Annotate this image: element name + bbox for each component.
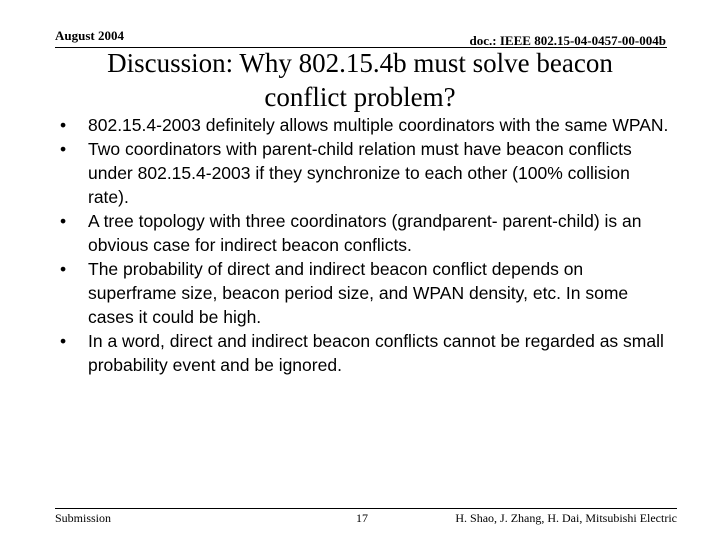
bullet-dot-icon: • [60,139,67,159]
slide-title [70,46,650,114]
bullet-dot-icon: • [60,259,67,279]
bullet-item [50,257,670,329]
header-doc-id: doc.: IEEE 802.15-04-0457-00-004b [469,33,666,48]
footer-authors: H. Shao, J. Zhang, H. Dai, Mitsubishi Electric [455,511,677,525]
bullet-dot-icon: • [60,211,67,231]
footer-page-number: 17 [356,511,368,525]
bullet-item [50,137,670,209]
bullet-list [50,113,670,377]
slide-title-line-1: Discussion: Why 802.15.4b must solve beacon [107,48,613,78]
bullet-text: In a word, direct and indirect beacon conflicts cannot be regarded as small probability event and be ignored. [88,331,664,375]
footer-divider [55,508,677,509]
bullet-text: The probability of direct and indirect beacon conflict depends on superframe size, beacon period size, and WPAN density, etc. In some cases it could be high. [88,259,629,327]
bullet-text: 802.15.4-2003 definitely allows multiple coordinators with the same WPAN. [88,115,669,135]
header-date: August 2004 [55,28,124,43]
bullet-item [50,329,670,377]
bullet-item [50,113,670,137]
footer-submission: Submission [55,511,112,525]
bullet-text: Two coordinators with parent-child relation must have beacon conflicts under 802.15.4-2003 if they synchronize to each other (100% collision rate). [88,139,632,207]
bullet-dot-icon: • [60,331,67,351]
bullet-text: A tree topology with three coordinators (grandparent- parent-child) is an obvious case for indirect beacon conflicts. [88,211,642,255]
slide-title-line-2: conflict problem? [264,82,456,112]
bullet-dot-icon: • [60,115,67,135]
bullet-item [50,209,670,257]
